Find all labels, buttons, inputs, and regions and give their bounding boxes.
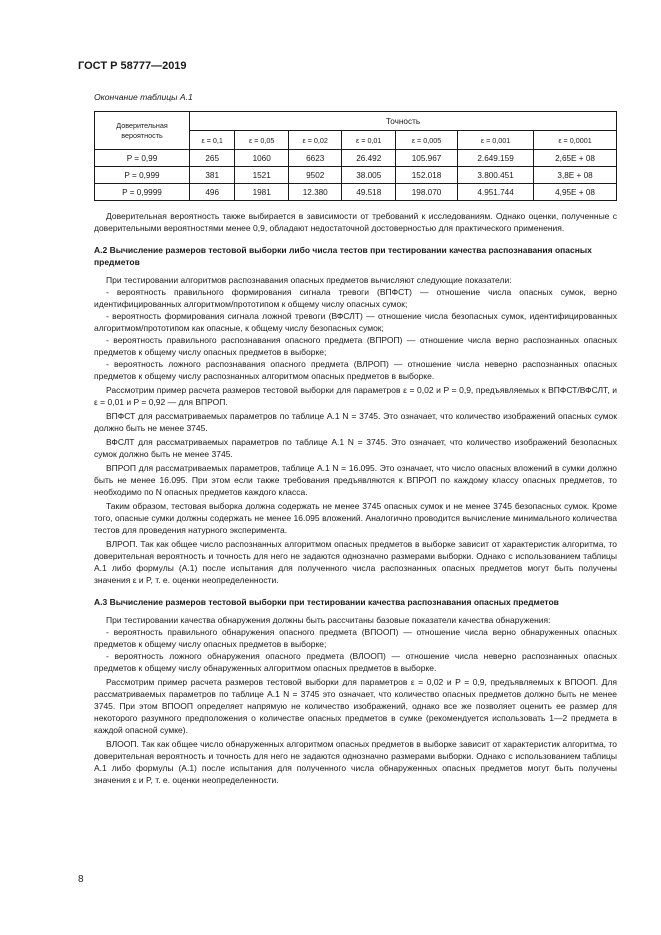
- row-label: P = 0,9999: [95, 184, 190, 201]
- paragraph: ВЛРОП. Так как общее число распознанных алгоритмом опасных предметов в выборке зависит от характеристик алгоритма, то доверительная вероятность и точность для него не задаются однозначно размерами выборки. Однако с использованием таблицы А.1 либо формулы (А.1) после испытания для полученного числа распознанных опасных предметов могут быть получены значения ε и P, т. е. оценки неопределенности.: [94, 539, 617, 585]
- table-cell: 1981: [235, 184, 289, 201]
- table-cell: 2,65E + 08: [534, 150, 617, 167]
- table-cell: 1521: [235, 167, 289, 184]
- eps-header: ε = 0,01: [342, 131, 396, 150]
- accuracy-header: Точность: [190, 112, 617, 131]
- body-text: [94, 210, 617, 786]
- table-a1: [94, 111, 617, 201]
- table-cell: 3.800.451: [458, 167, 534, 184]
- paragraph: ВЛООП. Так как общее число обнаруженных алгоритмом опасных предметов в выборке зависит от характеристик алгоритма, то доверительная вероятность и точность для него не задаются однозначно размерами выборки. Однако с использованием таблицы А.1 либо формулы (А.1) после испытания для полученного числа обнаруженных опасных предметов могут быть получены значения ε и P, т. е. оценки неопределенности.: [94, 739, 617, 785]
- paragraph: ВФСЛТ для рассматриваемых параметров по таблице А.1 N = 3745. Это означает, что количество изображений безопасных сумок должно быть не менее 3745.: [94, 437, 617, 459]
- paragraph: Рассмотрим пример расчета размеров тестовой выборки для параметров ε = 0,02 и P = 0,9, предъявляемых к ВПФСТ/ВФСЛТ, и ε = 0,01 и P = 0,92 — для ВПРОП.: [94, 385, 617, 407]
- standard-header: ГОСТ Р 58777—2019: [78, 60, 187, 72]
- table-cell: 152.018: [396, 167, 458, 184]
- eps-header: ε = 0,1: [190, 131, 235, 150]
- table-cell: 4,95E + 08: [534, 184, 617, 201]
- table-cell: 496: [190, 184, 235, 201]
- page-number: 8: [78, 874, 84, 885]
- list-item: - вероятность правильного распознавания опасного предмета (ВПРОП) — отношение числа верно распознанных опасных предметов к общему числу опасных предметов в выборке;: [94, 335, 617, 357]
- table-cell: 105.967: [396, 150, 458, 167]
- table-row: [95, 184, 617, 201]
- paragraph: Рассмотрим пример расчета размеров тестовой выборки для параметров ε = 0,02 и P = 0,9, предъявляемых к ВПООП. Для рассматриваемых параметров по таблице А.1 N = 3745 это означает, что количество опасных предметов должно быть не менее 3745. При этом ВПООП определяет напрямую не количество изображений, однако все же позволяет оценить ее размер для некоторого разумного предположения о количестве опасных предметов в сумке (рекомендуется использовать 1—2 предмета в каждой опасной сумке).: [94, 677, 617, 735]
- section-heading-a2: А.2 Вычисление размеров тестовой выборки либо числа тестов при тестировании качества распознавания опасных предметов: [94, 245, 592, 267]
- paragraph: ВПФСТ для рассматриваемых параметров по таблице А.1 N = 3745. Это означает, что количество изображений опасных сумок должно быть не менее 3745.: [94, 411, 617, 433]
- table-row: [95, 150, 617, 167]
- list-item: - вероятность формирования сигнала ложной тревоги (ВФСЛТ) — отношение числа безопасных сумок, идентифицированных алгоритмом/прототипом как опасные, к общему числу безопасных сумок;: [94, 311, 617, 333]
- table-cell: 381: [190, 167, 235, 184]
- eps-header: ε = 0,001: [458, 131, 534, 150]
- paragraph: Таким образом, тестовая выборка должна содержать не менее 3745 опасных сумок и не менее 3745 безопасных сумок. Кроме того, опасные сумки должны содержать не менее 16.095 вложений. Аналогично проводится вычисление минимального количества тестов для проведения натурного эксперимента.: [94, 501, 617, 535]
- confidence-header: Доверительная вероятность: [95, 112, 190, 150]
- table-cell: 198.070: [396, 184, 458, 201]
- table-row: [95, 167, 617, 184]
- table-cell: 2.649.159: [458, 150, 534, 167]
- section-heading-a3: А.3 Вычисление размеров тестовой выборки при тестировании качества распознавания опасных предметов: [94, 597, 559, 607]
- eps-header: ε = 0,0001: [534, 131, 617, 150]
- eps-header: ε = 0,02: [288, 131, 342, 150]
- table-caption: Окончание таблицы А.1: [94, 92, 193, 102]
- row-label: P = 0,999: [95, 167, 190, 184]
- table-cell: 38.005: [342, 167, 396, 184]
- table-cell: 4.951.744: [458, 184, 534, 201]
- table-cell: 9502: [288, 167, 342, 184]
- table-cell: 3,8E + 08: [534, 167, 617, 184]
- eps-header: ε = 0,005: [396, 131, 458, 150]
- paragraph: При тестировании алгоритмов распознавания опасных предметов вычисляют следующие показатели:: [106, 275, 512, 285]
- list-item: - вероятность правильного обнаружения опасного предмета (ВПООП) — отношение числа верно обнаруженных опасных предметов к общему числу опасных предметов в выборке;: [94, 627, 617, 649]
- list-item: - вероятность ложного распознавания опасного предмета (ВЛРОП) — отношение числа неверно распознанных опасных предметов к общему числу распознанных алгоритмом опасных предметов в выборке.: [94, 359, 617, 381]
- paragraph: При тестировании качества обнаружения должны быть рассчитаны базовые показатели качества обнаружения:: [106, 615, 551, 625]
- list-item: - вероятность ложного обнаружения опасного предмета (ВЛООП) — отношение числа неверно распознанных опасных предметов к общему числу обнаруженных алгоритмом опасных предметов в выборке.: [94, 651, 617, 673]
- list-item: - вероятность правильного формирования сигнала тревоги (ВПФСТ) — отношение числа опасных сумок, верно идентифицированных алгоритмом/прототипом к общему числу опасных сумок;: [94, 287, 617, 309]
- table-cell: 12.380: [288, 184, 342, 201]
- table-cell: 1060: [235, 150, 289, 167]
- paragraph: Доверительная вероятность также выбирается в зависимости от требований к исследованиям. Однако оценки, полученные с доверительными вероятностями менее 0,9, обладают недостаточной достоверностью для практического применения.: [94, 211, 617, 233]
- row-label: P = 0,99: [95, 150, 190, 167]
- table-cell: 6623: [288, 150, 342, 167]
- table-cell: 26.492: [342, 150, 396, 167]
- eps-header: ε = 0,05: [235, 131, 289, 150]
- table-cell: 265: [190, 150, 235, 167]
- table-cell: 49.518: [342, 184, 396, 201]
- paragraph: ВПРОП для рассматриваемых параметров, таблице А.1 N = 16.095. Это означает, что число опасных вложений в сумки должно быть не менее 16.095. При этом если также требования предъявляются к ВПРОП по каждому классу опасных предметов, то необходимо по N опасных предметов каждого класса.: [94, 463, 617, 497]
